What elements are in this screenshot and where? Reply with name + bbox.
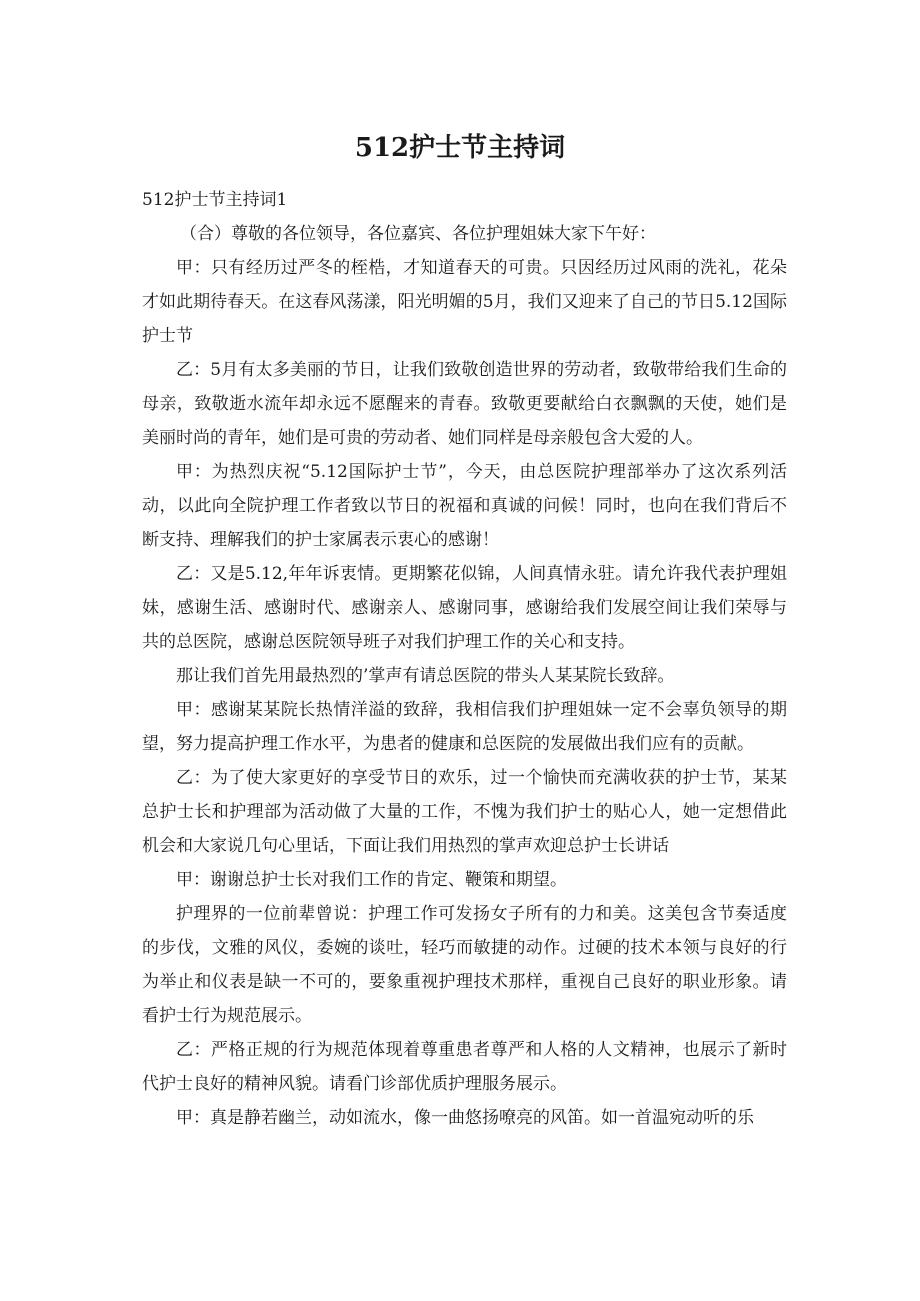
document-title: 512护士节主持词: [354, 133, 566, 163]
document-body: [142, 183, 787, 1135]
paragraph: 甲：真是静若幽兰，动如流水，像一曲悠扬嘹亮的风笛。如一首温宛动听的乐: [176, 1108, 754, 1128]
paragraph-opening: （合）尊敬的各位领导，各位嘉宾、各位护理姐妹大家下午好：: [180, 224, 656, 244]
paragraph: 甲：为热烈庆祝“5.12国际护士节”，今天，由总医院护理部举办了这次系列活动，以此向全院护理工作者致以节日的祝福和真诚的问候！同时，也向在我们背后不断支持、理解我们的护士家属表示衷心的感谢！: [142, 462, 787, 550]
paragraph: 乙：5月有太多美丽的节日，让我们致敬创造世界的劳动者，致敬带给我们生命的母亲，致敬逝水流年却永远不愿醒来的青春。致敬更要献给白衣飘飘的天使，她们是美丽时尚的青年，她们是可贵的劳动者、她们同样是母亲般包含大爱的人。: [142, 360, 787, 448]
paragraph: 甲：感谢某某院长热情洋溢的致辞，我相信我们护理姐妹一定不会辜负领导的期望，努力提高护理工作水平，为患者的健康和总医院的发展做出我们应有的贡献。: [142, 700, 787, 754]
paragraph: 甲：只有经历过严冬的桎梏，才知道春天的可贵。只因经历过风雨的洗礼，花朵才如此期待春天。在这春风荡漾，阳光明媚的5月，我们又迎来了自己的节日5.12国际护士节: [142, 258, 787, 346]
paragraph: 甲：谢谢总护士长对我们工作的肯定、鞭策和期望。: [176, 870, 567, 890]
paragraph: 乙：又是5.12,年年诉衷情。更期繁花似锦，人间真情永驻。请允许我代表护理姐妹，感谢生活、感谢时代、感谢亲人、感谢同事，感谢给我们发展空间让我们荣辱与共的总医院，感谢总医院领导班子对我们护理工作的关心和支持。: [142, 564, 787, 652]
paragraph: 乙：严格正规的行为规范体现着尊重患者尊严和人格的人文精神，也展示了新时代护士良好的精神风貌。请看门诊部优质护理服务展示。: [142, 1040, 787, 1094]
paragraph: 护理界的一位前辈曾说：护理工作可发扬女子所有的力和美。这美包含节奏适度的步伐，文雅的风仪，委婉的谈吐，轻巧而敏捷的动作。过硬的技术本领与良好的行为举止和仪表是缺一不可的，要象重视护理技术那样，重视自己良好的职业形象。请看护士行为规范展示。: [142, 904, 787, 1026]
paragraph: 那让我们首先用最热烈的’掌声有请总医院的带头人某某院长致辞。: [176, 666, 675, 686]
section-heading: 512护士节主持词1: [142, 190, 288, 210]
paragraph: 乙：为了使大家更好的享受节日的欢乐，过一个愉快而充满收获的护士节，某某总护士长和护理部为活动做了大量的工作，不愧为我们护士的贴心人，她一定想借此机会和大家说几句心里话，下面让我们用热烈的掌声欢迎总护士长讲话: [142, 768, 787, 856]
